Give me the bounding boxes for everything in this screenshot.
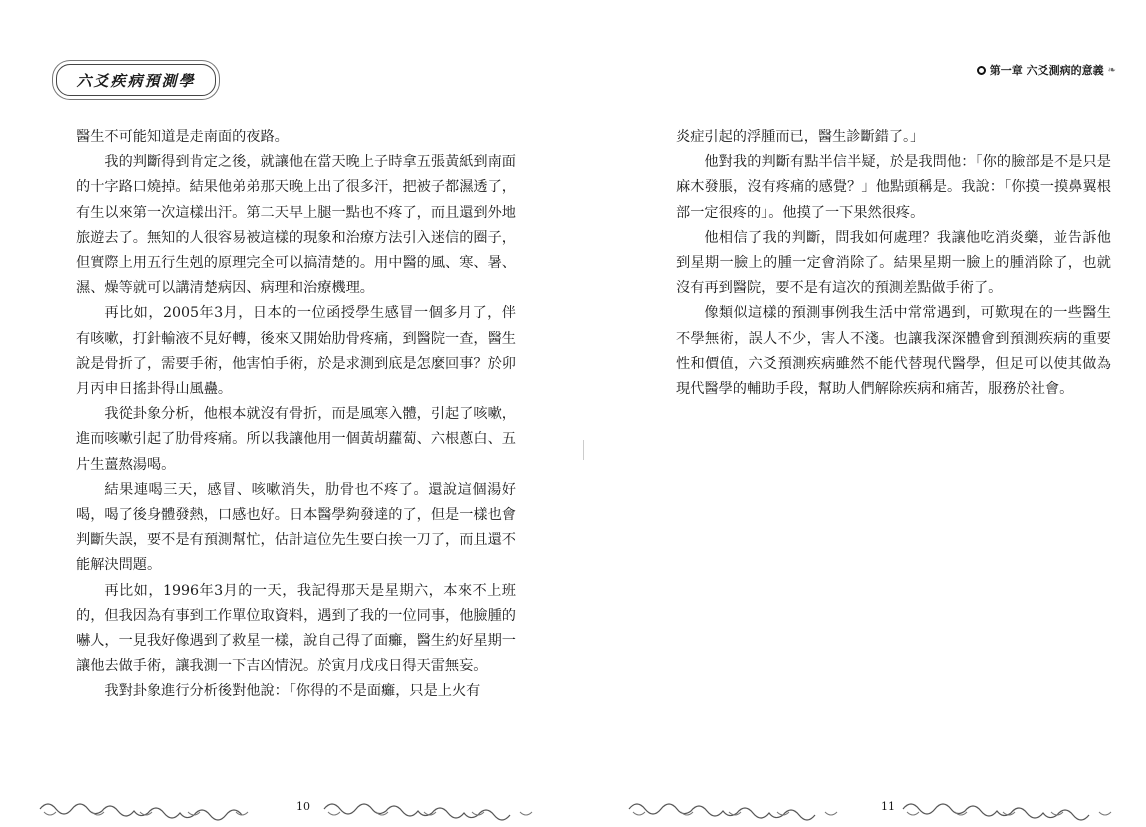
footer-ornament-icon (0, 794, 290, 824)
right-page (573, 0, 1146, 827)
book-title-banner (56, 64, 216, 96)
paragraph: 再比如，1996年3月的一天，我記得那天是星期六，本來不上班的，但我因為有事到工作單位取資料，遇到了我的一位同事，他臉腫的嚇人，一見我好像遇到了救星一樣，說自己得了面癱，醫生約好星期一讓他去做手術，讓我測一下吉凶情況。於寅月戊戌日得天雷無妄。 (76, 582, 516, 675)
chapter-title: 第一章 六爻測病的意義 (989, 64, 1104, 77)
right-footer (573, 794, 1146, 824)
paragraph: 醫生不可能知道是走南面的夜路。 (76, 129, 289, 145)
left-page-body (76, 125, 516, 705)
leaf-ornament-icon: ❧ (1107, 64, 1116, 76)
book-title: 六爻疾病預測學 (76, 71, 196, 90)
chapter-header (977, 62, 1116, 78)
footer-ornament-icon (573, 794, 873, 824)
footer-ornament-icon (899, 794, 1144, 824)
paragraph: 他相信了我的判斷，問我如何處理？我讓他吃消炎藥，並告訴他到星期一臉上的腫一定會消除了。結果星期一臉上的腫消除了，也就沒有再到醫院，要不是有這次的預測差點做手術了。 (676, 229, 1111, 297)
right-page-body (676, 125, 1111, 402)
bullet-icon (977, 66, 986, 75)
left-footer (0, 794, 573, 824)
page-number: 11 (881, 800, 895, 813)
paragraph: 我對卦象進行分析後對他說：「你得的不是面癱，只是上火有 (104, 683, 481, 700)
paragraph: 我從卦象分析，他根本就沒有骨折，而是風寒入體，引起了咳嗽，進而咳嗽引起了肋骨疼痛。所以我讓他用一個黃胡蘿蔔、六根蔥白、五片生薑熬湯喝。 (76, 406, 516, 473)
paragraph: 我的判斷得到肯定之後，就讓他在當天晚上子時拿五張黃紙到南面的十字路口燒掉。結果他弟弟那天晚上出了很多汗，把被子都濕透了，有生以來第一次這樣出汗。第二天早上腿一點也不疼了，而且還到外地旅遊去了。無知的人很容易被這樣的現象和治療方法引入迷信的圈子，但實際上用五行生剋的原理完全可以搞清楚的。用中醫的風、寒、暑、濕、燥等就可以講清楚病因、病理和治療機理。 (76, 154, 516, 297)
paragraph: 炎症引起的浮腫而已，醫生診斷錯了。」 (676, 129, 925, 145)
paragraph: 結果連喝三天，感冒、咳嗽消失，肋骨也不疼了。還說這個湯好喝，喝了後身體發熱，口感也好。日本醫學夠發達的了，但是一樣也會判斷失誤，要不是有預測幫忙，估計這位先生要白挨一刀了，而且還不能解決問題。 (76, 481, 516, 574)
paragraph: 像類似這樣的預測事例我生活中常常遇到，可歎現在的一些醫生不學無術，誤人不少，害人不淺。也讓我深深體會到預測疾病的重要性和價值，六爻預測疾病雖然不能代替現代醫學，但足可以使其做為現代醫學的輔助手段，幫助人們解除疾病和痛苦，服務於社會。 (676, 305, 1111, 398)
page-number: 10 (296, 800, 310, 813)
footer-ornament-icon (318, 794, 568, 824)
paragraph: 他對我的判斷有點半信半疑，於是我問他：「你的臉部是不是只是麻木發脹，沒有疼痛的感覺？」他點頭稱是。我說：「你摸一摸鼻翼根部一定很疼的」。他摸了一下果然很疼。 (676, 154, 1111, 221)
paragraph: 再比如，2005年3月，日本的一位函授學生感冒一個多月了，伴有咳嗽，打針輸液不見好轉，後來又開始肋骨疼痛，到醫院一查，醫生說是骨折了，需要手術，他害怕手術，於是求測到底是怎麼回事？於卯月丙申日搖卦得山風蠱。 (76, 305, 516, 398)
